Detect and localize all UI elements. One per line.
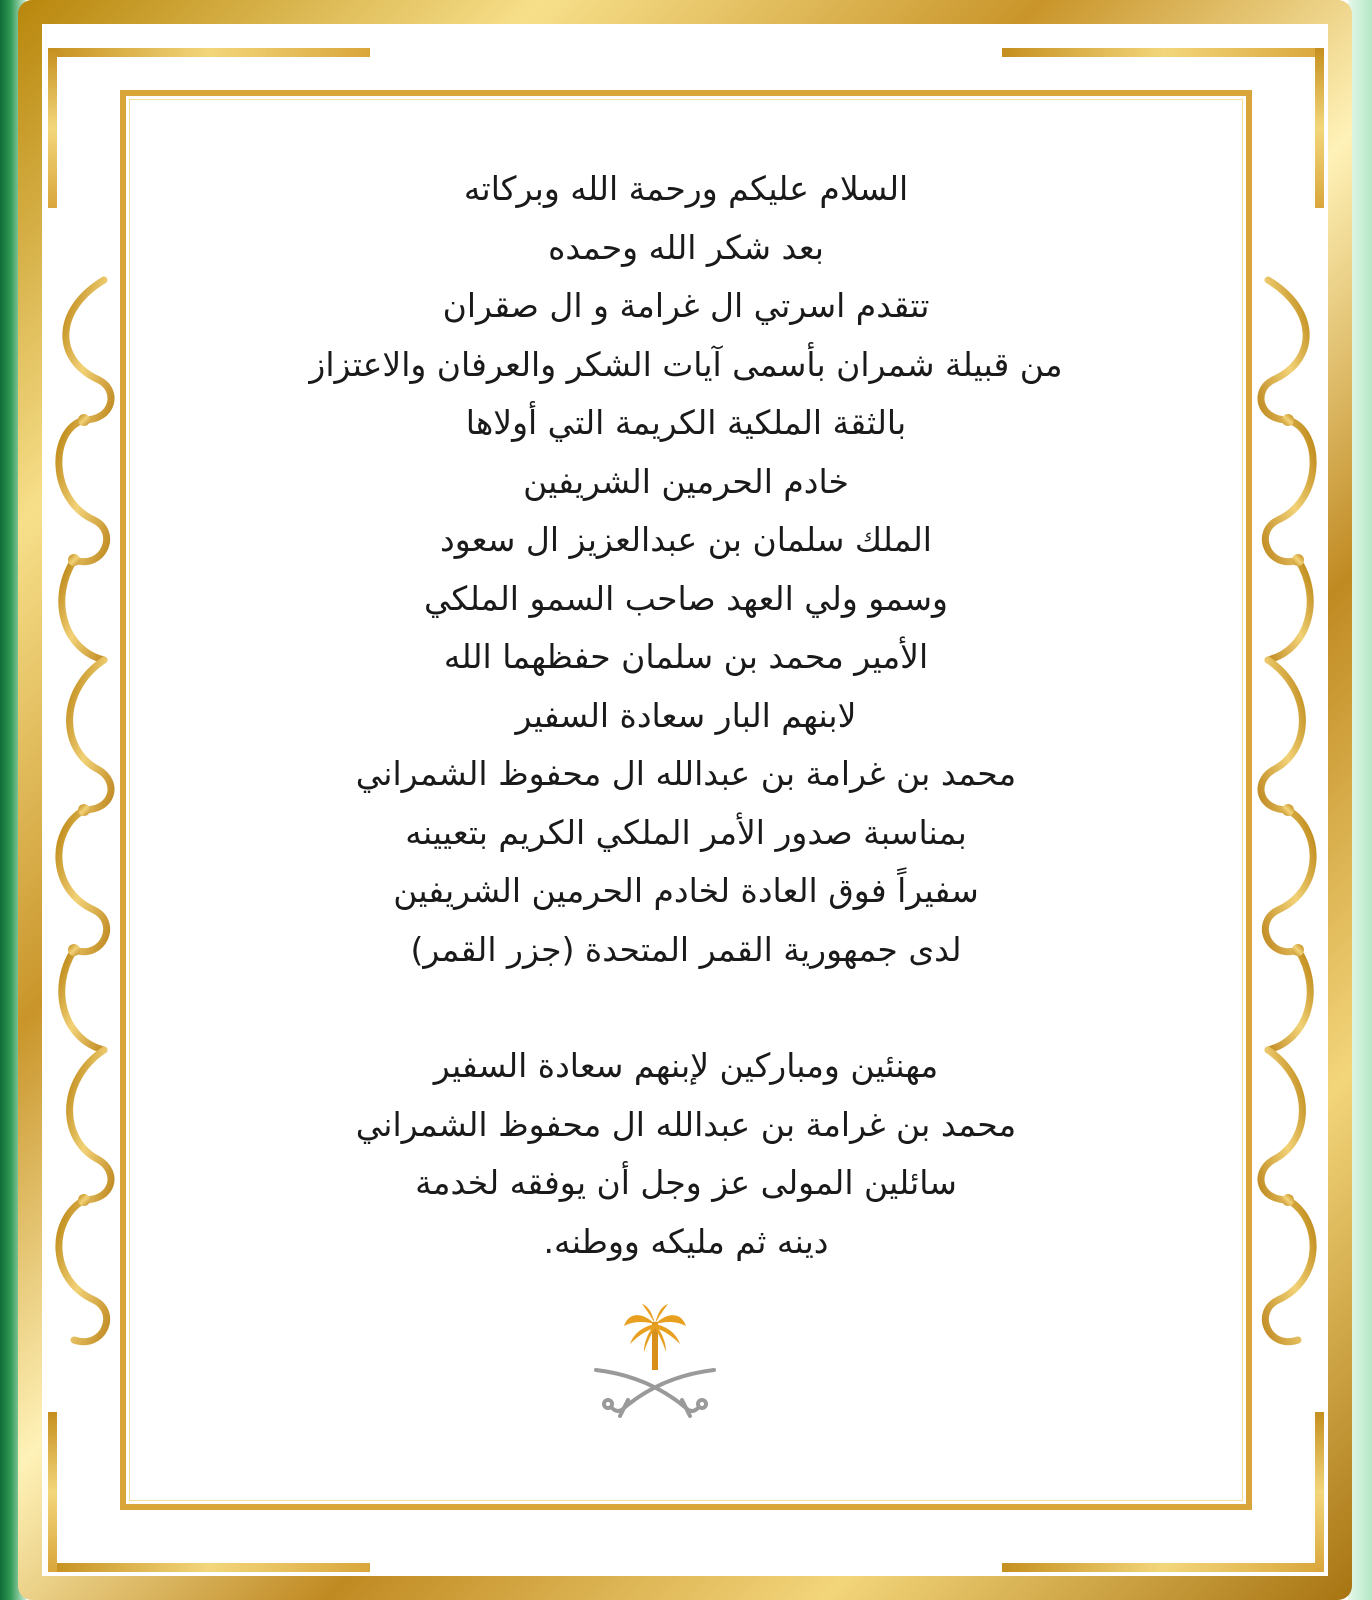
crossed-swords-icon <box>596 1370 714 1416</box>
letter-body <box>200 160 1172 1271</box>
letter-line: بمناسبة صدور الأمر الملكي الكريم بتعيينه <box>405 812 967 852</box>
letter-line: السلام عليكم ورحمة الله وبركاته <box>463 169 909 208</box>
letter-line: لدى جمهورية القمر المتحدة (جزر القمر) <box>410 929 962 969</box>
corner-bar-bottom-left <box>48 1563 370 1572</box>
palm-tree-icon <box>624 1304 686 1370</box>
corner-bar-bottom-right <box>1002 1563 1324 1572</box>
closing-line: مهنئين ومباركين لإبنهم سعادة السفير <box>433 1046 939 1085</box>
scroll-ornament-right <box>1248 270 1328 1370</box>
letter-line: الأمير محمد بن سلمان حفظهما الله <box>443 637 929 676</box>
letter-line: خادم الحرمين الشريفين <box>523 461 849 501</box>
corner-bar-top-right <box>1002 48 1324 57</box>
letter-line: من قبيلة شمران بأسمى آيات الشكر والعرفان والاعتزاز <box>309 344 1063 384</box>
closing-line: محمد بن غرامة بن عبدالله ال محفوظ الشمراني <box>355 1104 1017 1144</box>
closing-line: سائلين المولى عز وجل أن يوفقه لخدمة <box>415 1163 957 1202</box>
corner-bar-top-left <box>48 48 370 57</box>
letter-line: سفيراً فوق العادة لخادم الحرمين الشريفين <box>393 871 979 910</box>
closing-line: دينه ثم مليكه ووطنه. <box>543 1221 829 1261</box>
corner-bar-bottom-right-vertical <box>1315 1412 1324 1572</box>
paragraph-gap <box>200 979 1172 1037</box>
scroll-ornament-left <box>44 270 124 1370</box>
saudi-palm-and-swords-emblem-icon <box>590 1300 720 1430</box>
corner-bar-top-right-vertical <box>1315 48 1324 208</box>
letter-line: بعد شكر الله وحمده <box>548 227 824 267</box>
letter-line: بالثقة الملكية الكريمة التي أولاها <box>465 403 907 442</box>
letter-line: محمد بن غرامة بن عبدالله ال محفوظ الشمراني <box>355 754 1017 793</box>
corner-bar-bottom-left-vertical <box>48 1412 57 1572</box>
letter-line: لابنهم البار سعادة السفير <box>515 695 857 735</box>
letter-line: تتقدم اسرتي ال غرامة و ال صقران <box>442 286 930 325</box>
letter-line: الملك سلمان بن عبدالعزيز ال سعود <box>440 520 932 559</box>
letter-line: وسمو ولي العهد صاحب السمو الملكي <box>424 578 948 618</box>
corner-bar-top-left-vertical <box>48 48 57 208</box>
